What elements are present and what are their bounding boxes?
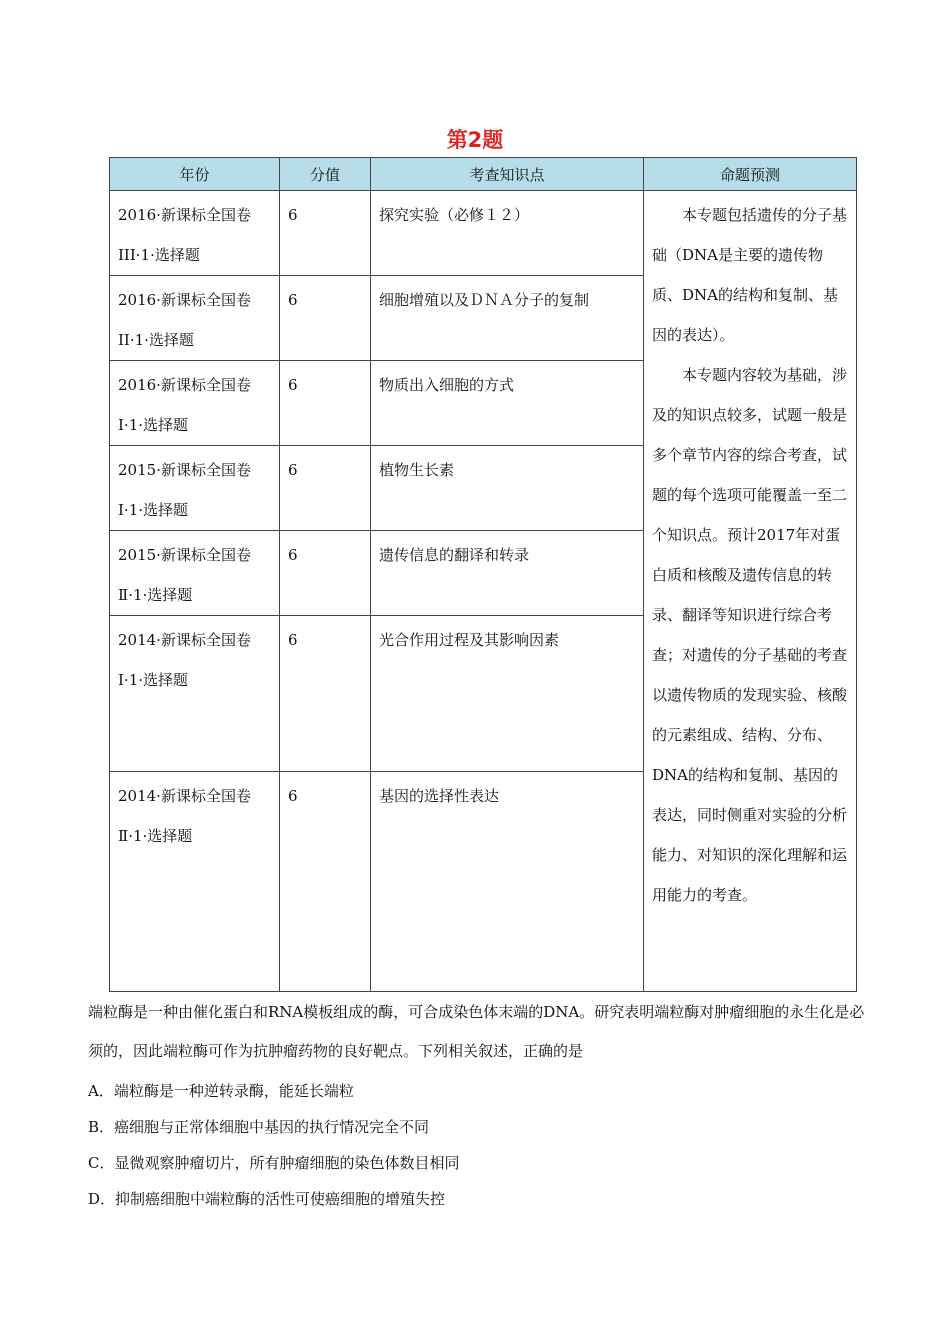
- header-score: 分值: [280, 158, 371, 191]
- header-knowledge-point: 考查知识点: [371, 158, 644, 191]
- page-title: 第2题: [446, 128, 504, 152]
- row-score: 6: [280, 361, 371, 446]
- row-score: 6: [280, 191, 371, 276]
- prediction-paragraph: 本专题内容较为基础，涉及的知识点较多，试题一般是多个章节内容的综合考查，试题的每个选项可能覆盖一至二个知识点。预计2017年对蛋白质和核酸及遗传信息的转录、翻译等知识进行综合考查；对遗传的分子基础的考查以遗传物质的发现实验、核酸的元素组成、结构、分布、DNA的结构和复制、基因的表达，同时侧重对实验的分析能力、对知识的深化理解和运用能力的考查。: [652, 366, 848, 904]
- row-knowledge-point: 遗传信息的翻译和转录: [371, 531, 644, 616]
- option-b: B．癌细胞与正常体细胞中基因的执行情况完全不同: [88, 1118, 430, 1136]
- header-prediction: 命题预测: [644, 158, 857, 191]
- exam-analysis-table: [109, 157, 857, 992]
- row-year: 2016·新课标全国卷I·1·选择题: [110, 361, 280, 446]
- row-score: 6: [280, 446, 371, 531]
- row-score: 6: [280, 531, 371, 616]
- row-knowledge-point: 基因的选择性表达: [371, 772, 644, 992]
- option-c: C．显微观察肿瘤切片，所有肿瘤细胞的染色体数目相同: [88, 1154, 460, 1172]
- question-block: [88, 993, 868, 1217]
- row-year: 2016·新课标全国卷II·1·选择题: [110, 276, 280, 361]
- row-knowledge-point: 探究实验（必修１２）: [371, 191, 644, 276]
- row-year: 2016·新课标全国卷III·1·选择题: [110, 191, 280, 276]
- table-header-row: [110, 158, 857, 191]
- row-score: 6: [280, 772, 371, 992]
- question-stem: 端粒酶是一种由催化蛋白和RNA模板组成的酶，可合成染色体末端的DNA。研究表明端粒酶对肿瘤细胞的永生化是必须的，因此端粒酶可作为抗肿瘤药物的良好靶点。下列相关叙述，正确的是: [88, 1003, 865, 1060]
- table-row: [110, 191, 857, 276]
- option-d: D．抑制癌细胞中端粒酶的活性可使癌细胞的增殖失控: [88, 1190, 446, 1208]
- row-year: 2014·新课标全国卷I·1·选择题: [110, 616, 280, 772]
- row-knowledge-point: 植物生长素: [371, 446, 644, 531]
- row-knowledge-point: 物质出入细胞的方式: [371, 361, 644, 446]
- row-year: 2015·新课标全国卷Ⅱ·1·选择题: [110, 531, 280, 616]
- row-knowledge-point: 细胞增殖以及ＤＮＡ分子的复制: [371, 276, 644, 361]
- row-score: 6: [280, 276, 371, 361]
- row-score: 6: [280, 616, 371, 772]
- option-a: A．端粒酶是一种逆转录酶，能延长端粒: [88, 1082, 354, 1100]
- row-knowledge-point: 光合作用过程及其影响因素: [371, 616, 644, 772]
- row-year: 2015·新课标全国卷I·1·选择题: [110, 446, 280, 531]
- prediction-cell: [644, 191, 857, 992]
- header-year: 年份: [110, 158, 280, 191]
- prediction-paragraph: 本专题包括遗传的分子基础（DNA是主要的遗传物质、DNA的结构和复制、基因的表达）。: [652, 206, 848, 344]
- row-year: 2014·新课标全国卷Ⅱ·1·选择题: [110, 772, 280, 992]
